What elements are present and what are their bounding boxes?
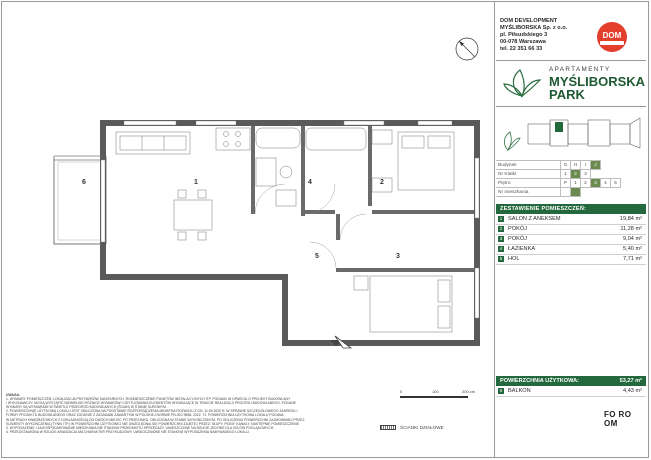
legend-partition-walls: ŚCIANKI DZIAŁOWE <box>380 425 444 430</box>
room-label-2: 2 <box>380 179 384 186</box>
floor-plan <box>46 118 488 350</box>
room-row: 5 HOL 7,71 m² <box>496 254 646 265</box>
building-info-table <box>496 160 621 197</box>
compass-icon <box>454 36 480 62</box>
leaf-small-icon <box>504 132 520 150</box>
company-phone: tel. 22 351 66 33 <box>500 46 543 53</box>
balcony-row: 6 BALKON 4,43 m² <box>496 386 646 397</box>
site-key-plan <box>500 110 646 160</box>
room-label-4: 4 <box>308 179 312 186</box>
room-label-3: 3 <box>396 253 400 260</box>
table-row: Budynek G H I J <box>496 161 621 170</box>
usable-area-bar: POWIERZCHNIA UŻYTKOWA: 53,27 m² <box>496 376 646 386</box>
leaf-logo-icon <box>500 66 544 102</box>
table-row: Piętro P 1 2 3 4 5 <box>496 179 621 188</box>
company-city: 00-078 Warszawa <box>500 39 546 46</box>
room-row: 2 POKÓJ 11,28 m² <box>496 224 646 235</box>
company-sub: MYŚLIBORSKA Sp. z o.o. <box>500 25 568 32</box>
divider-line <box>496 106 646 107</box>
room-label-1: 1 <box>194 179 198 186</box>
table-row: Nr Klatki 1 2 3 <box>496 170 621 179</box>
dom-development-logo: DOM <box>590 22 634 58</box>
brand-name: APARTAMENTY MYŚLIBORSKA PARK <box>549 66 646 102</box>
foroom-logo: FO RO OM <box>604 410 632 428</box>
divider-line <box>496 60 646 61</box>
notes: UWAGA: 1. WYMIARY POMIESZCZEŃ, LOKALIZACJA PRZYBORÓW SANITARNYCH, ROZMIESZCZENIE PUNKTÓW INSTALACYJNYCH ITP. PODANO W OPARCIU O PROJEKT BUDOWLANY I WYKONAWCZY, MOGĄ WYSTĄPIĆ NIEWIELKIE RÓŻNICE WYMIARÓW I USYTUOWANIA ELEMENTÓW WYNIKAJĄCE W TRAKCIE REALIZACJI PROCESU BUDOWLANEGO. PODANE WYMIARY SĄ WYMIARAMI W ŚWIETLE PRZEGRÓD BUDOWLANYCH (ŚCIAN) W STANIE SUROWYM. 2. POWIERZCHNIĘ UŻYTKOWĄ LOKALU JEST OBLICZONA NA PODSTAWIE ROZPORZĄDZENIA MINISTRA ROZWOJU Z DN. 11.09.2020 R. W SPRAWIE SZCZEGÓŁOWEGO ZAKRESU I FORMY PROJEKTU BUDOWLANEGO ORAZ ZGODNIE Z ZASADAMI ZAWARTYMI W POLSKIEJ NORMIE PN-ISO 9836: 2022. TJ. POWIERZCHNIA UŻYTKOWA LOKALU PODANA W METRACH KWADRATOWYCH Z DOKŁADNOŚCIĄ DO DWÓCH MIEJSC PO PRZECINKU, OBLICZONA W STANIE WYKOŃCZONYM, PO ODLICZENIU POWIERZCHNI ZAJMOWANEJ PRZEZ ELEMENTY WYKOŃCZENIA (TYNKI ITP.) W POWIERZCHNI UŻYTKOWEJ NIE UWZGLĘDNIA SIĘ POWIERZCHNI ZAJĘTEJ PRZEZ: SŁUPY, PIONY, KANAŁY, NASTĘPNIE POMIESZCZENIE 3. WYPOSAŻENIE I ZAGOSPODAROWANIE MIESZKANIA NIE STANOWI PRZEDMIOTU SPRZEDAŻY, UMIESZCZONE NA RZUCIE JEDYNIE DLA CELÓW POGLĄDOWYCH. 4. PRZEDSTAWIONA W RZUCIE ARANŻACJA MA CHARAKTER PRZYKŁADOWY, UWIDOCZNIONE NIE STANOWI WYPOSAŻENIA NABYWANEGO LOKALU. <box>6 393 305 434</box>
room-label-5: 5 <box>315 253 319 260</box>
balcony-area <box>54 156 106 244</box>
sheet-divider <box>494 1 495 458</box>
table-row: Nr mieszkania <box>496 188 621 197</box>
room-row: 1 SALON Z ANEKSEM 19,84 m² <box>496 214 646 225</box>
rooms-header: ZESTAWIENIE POMIESZCZEŃ: <box>496 204 646 214</box>
room-row: 4 ŁAZIENKA 5,40 m² <box>496 244 646 255</box>
company-address <box>500 18 590 53</box>
room-row: 3 POKÓJ 9,04 m² <box>496 234 646 245</box>
room-label-6: 6 <box>82 179 86 186</box>
company-street: pl. Piłsudskiego 3 <box>500 32 548 39</box>
company-name: DOM DEVELOPMENT <box>500 18 558 24</box>
scale-bar: 0 100 200 cm <box>400 396 480 406</box>
